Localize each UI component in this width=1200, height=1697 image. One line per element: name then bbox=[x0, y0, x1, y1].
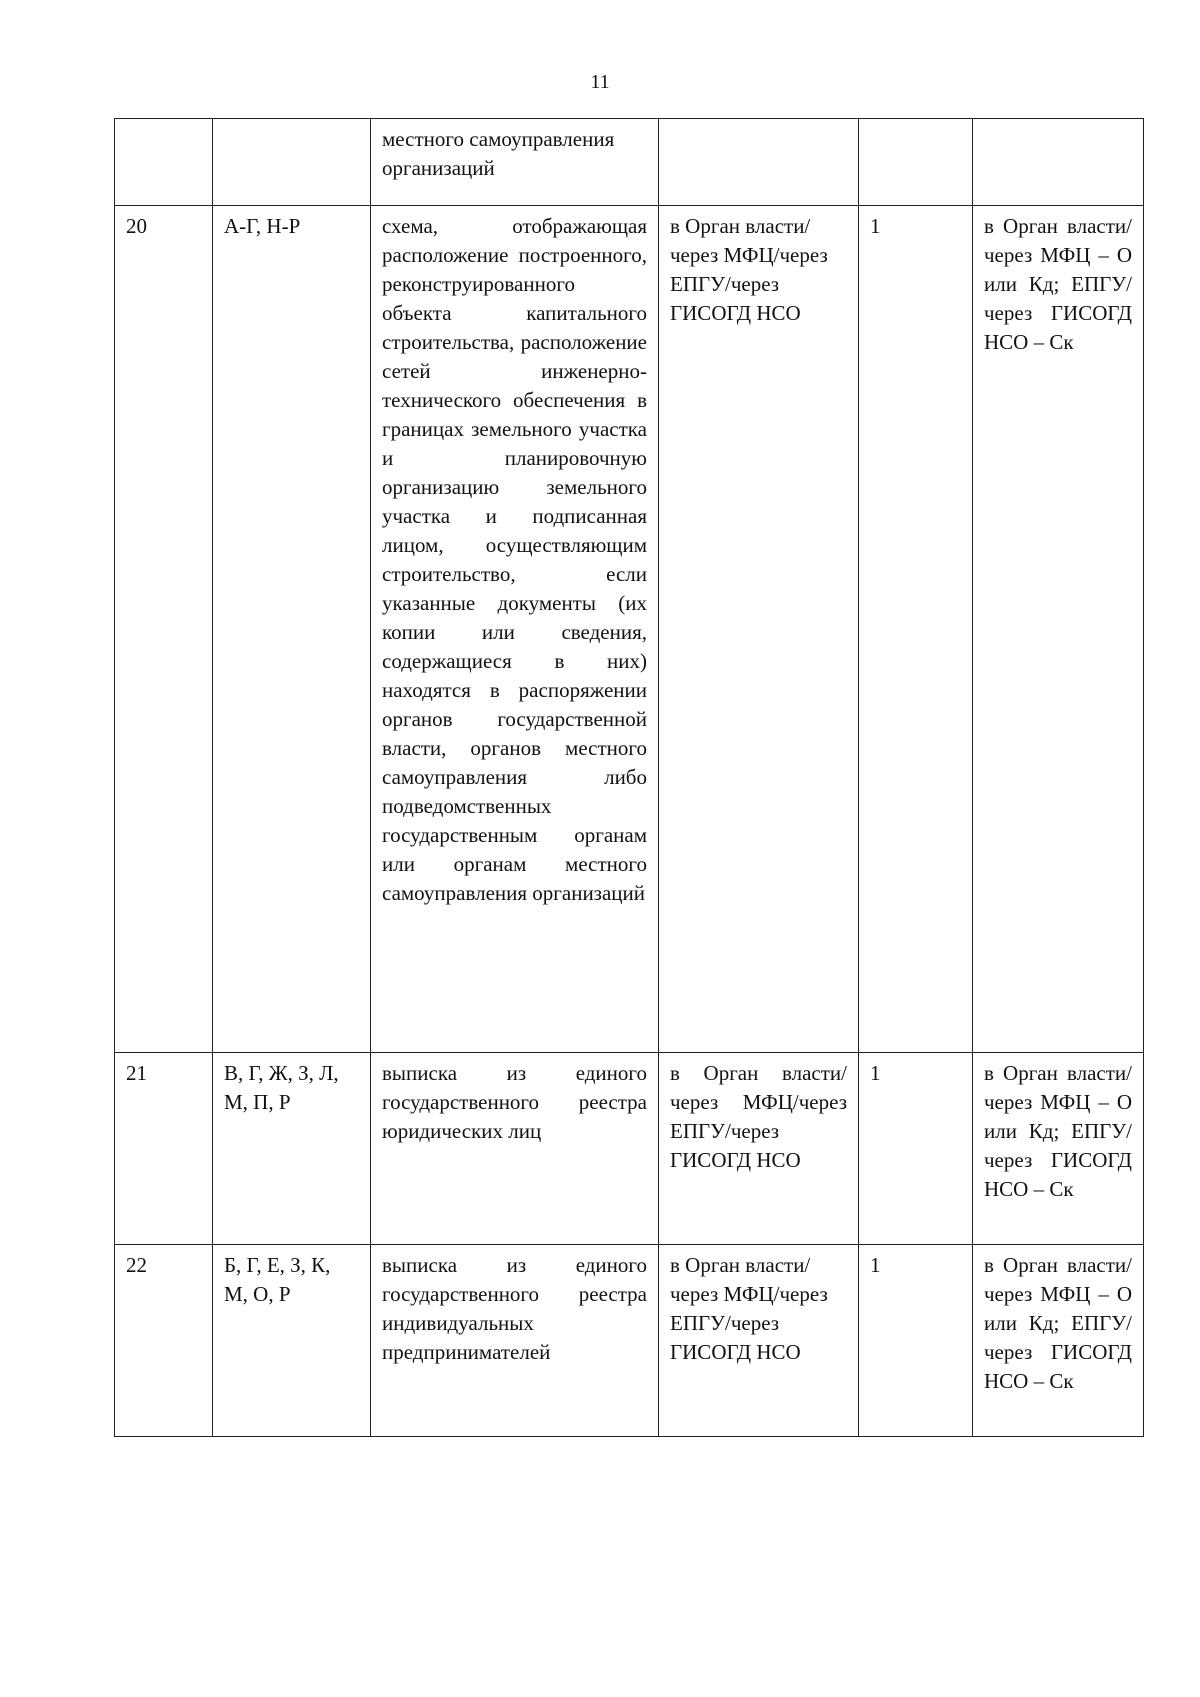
count-cell: 1 bbox=[859, 206, 973, 1053]
document-cell: схема, отображающая расположение построенного, реконструированного объекта капитального строительства, расположение сетей инженерно-технического обеспечения в границах земельного участка и планировочную организацию земельного участка и подписанная лицом, осуществляющим строительство, если указанные документы (их копии или сведения, содержащиеся в них) находятся в распоряжении органов государственной власти, органов местного самоуправления либо подведомственных государственным органам или органам местного самоуправления организаций bbox=[371, 206, 659, 1053]
letters-cell: В, Г, Ж, З, Л, М, П, Р bbox=[213, 1053, 371, 1245]
page-number: 11 bbox=[590, 71, 610, 93]
row-number-cell: 21 bbox=[115, 1053, 213, 1245]
row-number-cell: 20 bbox=[115, 206, 213, 1053]
count-cell: 1 bbox=[859, 1053, 973, 1245]
result-cell: в Орган власти/через МФЦ – О или Кд; ЕПГУ/через ГИСОГД НСО – Ск bbox=[973, 1053, 1144, 1245]
method-cell: в Орган власти/через МФЦ/через ЕПГУ/через ГИСОГД НСО bbox=[659, 1245, 859, 1437]
letters-cell: А-Г, Н-Р bbox=[213, 206, 371, 1053]
letters-cell: Б, Г, Е, З, К, М, О, Р bbox=[213, 1245, 371, 1437]
table-row bbox=[115, 1053, 1144, 1245]
table-row bbox=[115, 1245, 1144, 1437]
letters-cell bbox=[213, 119, 371, 206]
count-cell: 1 bbox=[859, 1245, 973, 1437]
result-cell: в Орган власти/через МФЦ – О или Кд; ЕПГУ/через ГИСОГД НСО – Ск bbox=[973, 1245, 1144, 1437]
table-row bbox=[115, 119, 1144, 206]
result-cell: в Орган власти/через МФЦ – О или Кд; ЕПГУ/через ГИСОГД НСО – Ск bbox=[973, 206, 1144, 1053]
method-cell: в Орган власти/через МФЦ/через ЕПГУ/через ГИСОГД НСО bbox=[659, 206, 859, 1053]
result-cell bbox=[973, 119, 1144, 206]
row-number-cell bbox=[115, 119, 213, 206]
row-number-cell: 22 bbox=[115, 1245, 213, 1437]
method-cell: в Орган власти/через МФЦ/через ЕПГУ/через ГИСОГД НСО bbox=[659, 1053, 859, 1245]
document-cell: выписка из единого государственного реестра юридических лиц bbox=[371, 1053, 659, 1245]
table-row bbox=[115, 206, 1144, 1053]
document-cell: местного самоуправления организаций bbox=[371, 119, 659, 206]
documents-table bbox=[114, 118, 1144, 1437]
count-cell bbox=[859, 119, 973, 206]
document-cell: выписка из единого государственного реестра индивидуальных предпринимателей bbox=[371, 1245, 659, 1437]
method-cell bbox=[659, 119, 859, 206]
